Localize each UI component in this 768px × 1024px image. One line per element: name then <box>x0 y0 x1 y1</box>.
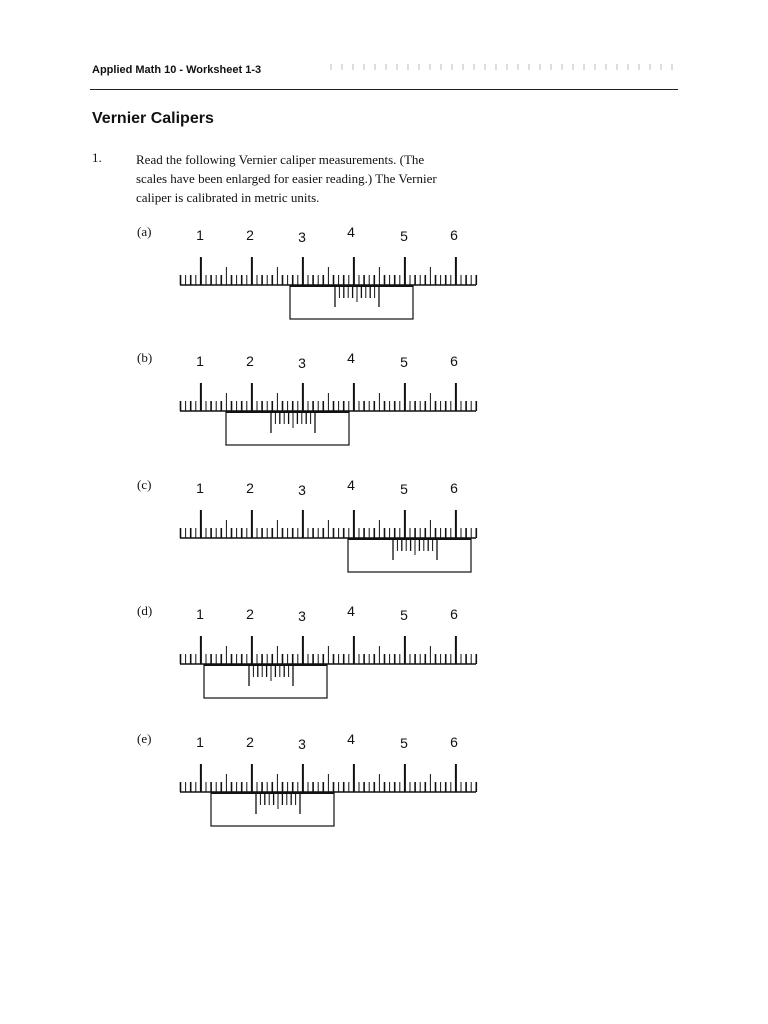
main-scale-number: 4 <box>347 224 355 240</box>
main-scale-number: 3 <box>298 482 306 498</box>
main-scale <box>180 636 476 664</box>
main-scale-number: 6 <box>450 353 458 369</box>
caliper-item <box>0 350 768 460</box>
caliper-diagram <box>0 350 768 460</box>
main-scale-number: 6 <box>450 480 458 496</box>
question-line: caliper is calibrated in metric units. <box>136 190 320 205</box>
vernier-slide <box>226 412 349 445</box>
main-scale <box>180 257 476 285</box>
main-scale-number: 5 <box>400 354 408 370</box>
main-scale-number: 1 <box>196 606 204 622</box>
main-scale-number: 6 <box>450 606 458 622</box>
caliper-item <box>0 224 768 334</box>
vernier-scale <box>226 412 349 445</box>
header-divider <box>90 89 678 90</box>
question-line: Read the following Vernier caliper measurements. (The <box>136 152 425 167</box>
main-scale-number: 3 <box>298 355 306 371</box>
main-scale-number: 2 <box>246 606 254 622</box>
main-scale <box>180 764 476 792</box>
item-label: (c) <box>137 477 152 492</box>
caliper-item <box>0 477 768 587</box>
section-title: Vernier Calipers <box>92 110 214 127</box>
question-line: scales have been enlarged for easier reading.) The Vernier <box>136 171 437 186</box>
vernier-slide <box>348 539 471 572</box>
vernier-scale <box>204 665 327 698</box>
caliper-item <box>0 731 768 841</box>
vernier-scale <box>290 286 413 319</box>
main-scale-number: 2 <box>246 227 254 243</box>
item-label: (d) <box>137 603 153 618</box>
vernier-slide <box>290 286 413 319</box>
main-scale-number: 5 <box>400 481 408 497</box>
main-scale-number: 1 <box>196 227 204 243</box>
item-label: (a) <box>137 224 152 239</box>
main-scale-number: 3 <box>298 608 306 624</box>
caliper-diagram <box>0 731 768 841</box>
vernier-scale <box>348 539 471 572</box>
caliper-diagram <box>0 603 768 713</box>
main-scale-number: 3 <box>298 229 306 245</box>
main-scale <box>180 383 476 411</box>
vernier-scale <box>211 793 334 826</box>
main-scale-number: 4 <box>347 350 355 366</box>
vernier-slide <box>204 665 327 698</box>
main-scale-number: 2 <box>246 353 254 369</box>
main-scale-number: 1 <box>196 353 204 369</box>
main-scale-number: 4 <box>347 731 355 747</box>
question-number: 1. <box>92 150 102 165</box>
caliper-item <box>0 603 768 713</box>
main-scale-number: 1 <box>196 480 204 496</box>
main-scale-number: 4 <box>347 603 355 619</box>
main-scale-number: 6 <box>450 227 458 243</box>
main-scale-number: 1 <box>196 734 204 750</box>
question-text <box>136 150 556 207</box>
main-scale-number: 2 <box>246 734 254 750</box>
caliper-diagram <box>0 477 768 587</box>
worksheet-header: Applied Math 10 - Worksheet 1-3 <box>92 64 262 76</box>
main-scale <box>180 510 476 538</box>
item-label: (e) <box>137 731 152 746</box>
main-scale-number: 5 <box>400 735 408 751</box>
main-scale-number: 4 <box>347 477 355 493</box>
main-scale-number: 6 <box>450 734 458 750</box>
caliper-diagram <box>0 224 768 334</box>
main-scale-number: 3 <box>298 736 306 752</box>
main-scale-number: 2 <box>246 480 254 496</box>
item-label: (b) <box>137 350 153 365</box>
header-faint-marks <box>330 64 675 70</box>
main-scale-number: 5 <box>400 607 408 623</box>
vernier-slide <box>211 793 334 826</box>
main-scale-number: 5 <box>400 228 408 244</box>
